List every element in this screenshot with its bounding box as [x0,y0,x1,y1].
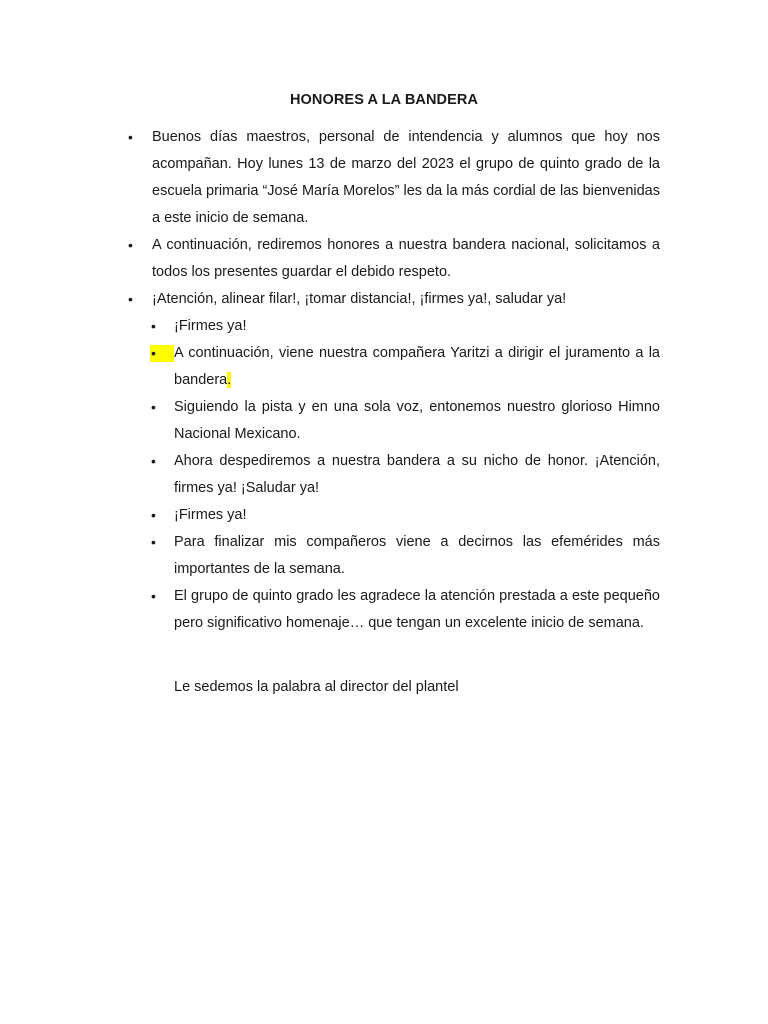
sub-list-item [151,583,660,637]
list-item [128,286,660,313]
list-item-text: Ahora despediremos a nuestra bandera a su nicho de honor. ¡Atención, firmes ya! ¡Saludar ya! [174,453,660,496]
list-item [128,124,660,232]
list-item-text: A continuación, viene nuestra compañera Yaritzi a dirigir el juramento a la bandera [174,345,660,388]
list-item-text: A continuación, rediremos honores a nuestra bandera nacional, solicitamos a todos los presentes guardar el debido respeto. [152,237,660,280]
bullet-icon: • [128,237,133,253]
bullet-list [0,124,768,637]
list-item-text: ¡Firmes ya! [174,318,247,334]
bullet-icon: • [151,399,156,415]
closing-line: Le sedemos la palabra al director del plantel [174,679,459,695]
list-item-text: ¡Atención, alinear filar!, ¡tomar distancia!, ¡firmes ya!, saludar ya! [152,291,567,307]
sub-list-item [151,394,660,448]
highlighted-period: . [227,372,232,388]
list-item-text: ¡Firmes ya! [174,507,247,523]
sub-list-item [151,313,660,340]
bullet-icon: • [151,453,156,469]
bullet-icon: • [151,507,156,523]
sub-list-item [151,340,660,394]
bullet-icon: • [128,129,133,145]
list-item [128,232,660,286]
bullet-icon: • [151,588,156,604]
bullet-icon: • [128,291,133,307]
highlighted-bullet-icon: • [150,345,174,362]
list-item-text: Buenos días maestros, personal de intendencia y alumnos que hoy nos acompañan. Hoy lunes 13 de marzo del 2023 el grupo de quinto grado de la escuela primaria “José María Morelos” les da la más cordial de las bienvenidas a este inicio de semana. [152,129,660,226]
sub-list-item [151,448,660,502]
sub-list-item [151,502,660,529]
page-title: HONORES A LA BANDERA [289,92,479,108]
sub-list-item [151,529,660,583]
list-item-text: El grupo de quinto grado les agradece la atención prestada a este pequeño pero significativo homenaje… que tengan un excelente inicio de semana. [174,588,660,631]
list-item-text: Para finalizar mis compañeros viene a decirnos las efemérides más importantes de la semana. [174,534,660,577]
bullet-icon: • [151,318,156,334]
list-item-text: Siguiendo la pista y en una sola voz, entonemos nuestro glorioso Himno Nacional Mexicano. [174,399,660,442]
bullet-icon: • [151,534,156,550]
